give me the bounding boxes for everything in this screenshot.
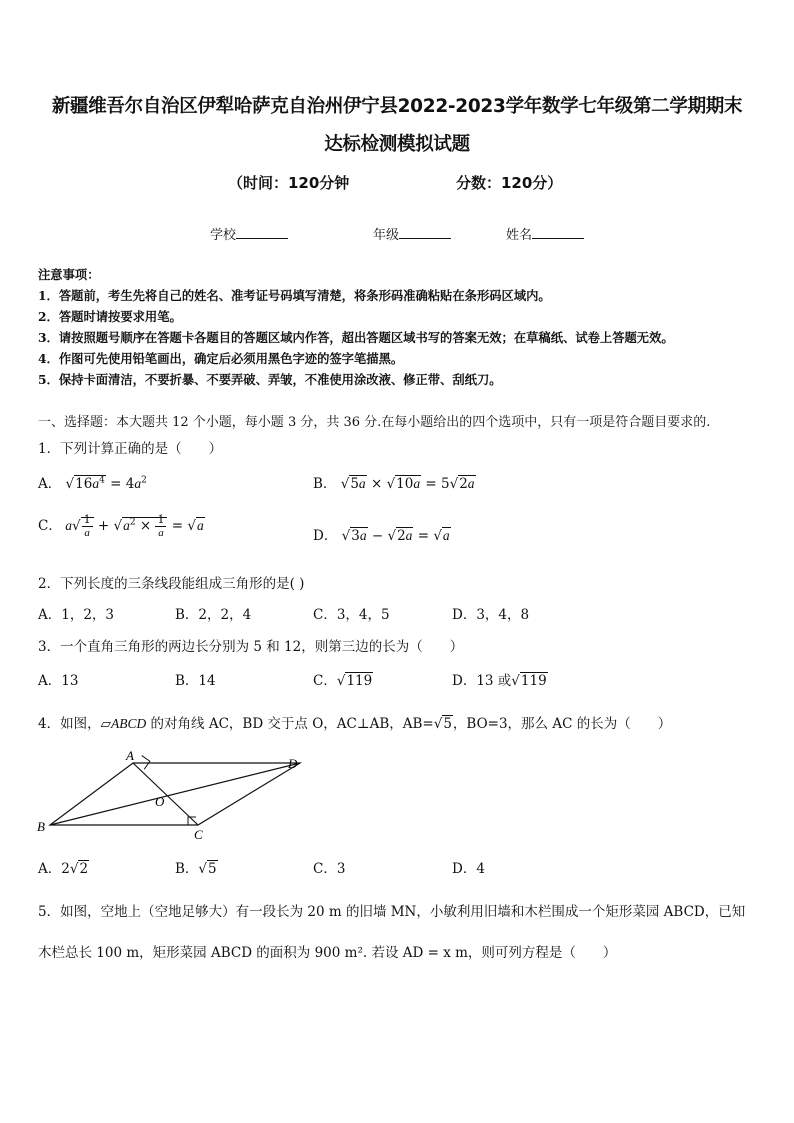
school-blank[interactable] <box>236 226 288 239</box>
grade-field <box>373 224 451 243</box>
label-a: A <box>126 748 134 763</box>
note-item: 1．答题前，考生先将自己的姓名、准考证号码填写清楚，将条形码准确粘贴在条形码区域内。 <box>38 288 551 303</box>
note-item: 3．请按照题号顺序在答题卡各题目的答题区域内作答，超出答题区域书写的答案无效；在草稿纸、试卷上答题无效。 <box>38 330 674 345</box>
q4-stem: 4．如图，▱ABCD 的对角线 AC，BD 交于点 O，AC⊥AB，AB=√5，BO=3，那么 AC 的长为（ ） <box>38 716 672 732</box>
label-b: B <box>37 819 45 834</box>
q3-option-a: A．13 <box>38 673 79 689</box>
q5-line1: 5．如图，空地上（空地足够大）有一段长为 20 m 的旧墙 MN，小敏利用旧墙和木栏围成一个矩形菜园 ABCD，已知 <box>38 904 746 920</box>
q1-option-b: B． √5a × √10a = 5√2a <box>313 476 475 492</box>
q3-option-c: C．√119 <box>313 673 373 689</box>
section-heading: 一、选择题：本大题共 12 个小题，每小题 3 分，共 36 分.在每小题给出的四个选项中，只有一项是符合题目要求的. <box>38 415 711 430</box>
q2-stem: 2．下列长度的三条线段能组成三角形的是( ) <box>38 576 305 592</box>
right-angle-mark-a <box>142 754 151 769</box>
q1-option-a: A． $√16a^4 = 4a^2$ <box>38 475 147 492</box>
q4-option-a: A．2√2 <box>38 861 89 877</box>
school-field <box>210 224 288 243</box>
q5-line2: 木栏总长 100 m，矩形菜园 ABCD 的面积为 900 m². 若设 AD = x m，则可列方程是（ ） <box>38 945 617 961</box>
parallelogram-figure <box>30 746 320 842</box>
note-item: 4．作图可先使用铅笔画出，确定后必须用黑色字迹的签字笔描黑。 <box>38 351 404 366</box>
q1-option-c: C． a√ $\frac{1}{a}$ + $√a^2$ × $\frac{1}{a}$ = √a <box>38 513 204 539</box>
note-item: 5．保持卡面清洁，不要折暴、不要弄破、弄皱，不准使用涂改液、修正带、刮纸刀。 <box>38 372 502 387</box>
grade-label: 年级 <box>373 228 400 243</box>
page-title-line2: 达标检测模拟试题 <box>324 134 470 155</box>
diagonal-bd <box>50 763 300 825</box>
q4-option-b: B．√5 <box>175 861 217 877</box>
page-title-line1: 新疆维吾尔自治区伊犁哈萨克自治州伊宁县2022-2023学年数学七年级第二学期期末 <box>51 96 743 117</box>
name-label: 姓名 <box>506 228 533 243</box>
name-blank[interactable] <box>532 226 584 239</box>
notes-heading: 注意事项： <box>38 267 100 282</box>
grade-blank[interactable] <box>399 226 451 239</box>
q1-option-d: D． √3a − √2a = √a <box>313 528 450 544</box>
label-o: O <box>155 794 165 809</box>
q4-option-d: D．4 <box>452 861 485 877</box>
label-d: D <box>288 756 298 771</box>
exam-score: 分数：120分） <box>456 174 563 192</box>
school-label: 学校 <box>210 228 237 243</box>
q1-stem: 1．下列计算正确的是（ ） <box>38 441 223 457</box>
note-item: 2．答题时请按要求用笔。 <box>38 309 182 324</box>
q2-option-a: A．1，2，3 <box>38 607 115 623</box>
diagonal-ac <box>133 763 198 825</box>
q3-option-d: D．13 或√119 <box>452 673 547 689</box>
q3-stem: 3．一个直角三角形的两边长分别为 5 和 12，则第三边的长为（ ） <box>38 639 464 655</box>
q4-option-c: C．3 <box>313 861 346 877</box>
name-field <box>506 224 584 243</box>
exam-time: （时间：120分钟 <box>228 174 350 192</box>
q2-option-c: C．3，4，5 <box>313 607 390 623</box>
q3-option-b: B．14 <box>175 673 216 689</box>
label-c: C <box>194 827 203 842</box>
q2-option-d: D．3，4，8 <box>452 607 530 623</box>
right-angle-mark-c <box>188 817 196 825</box>
q2-option-b: B．2，2，4 <box>175 607 252 623</box>
